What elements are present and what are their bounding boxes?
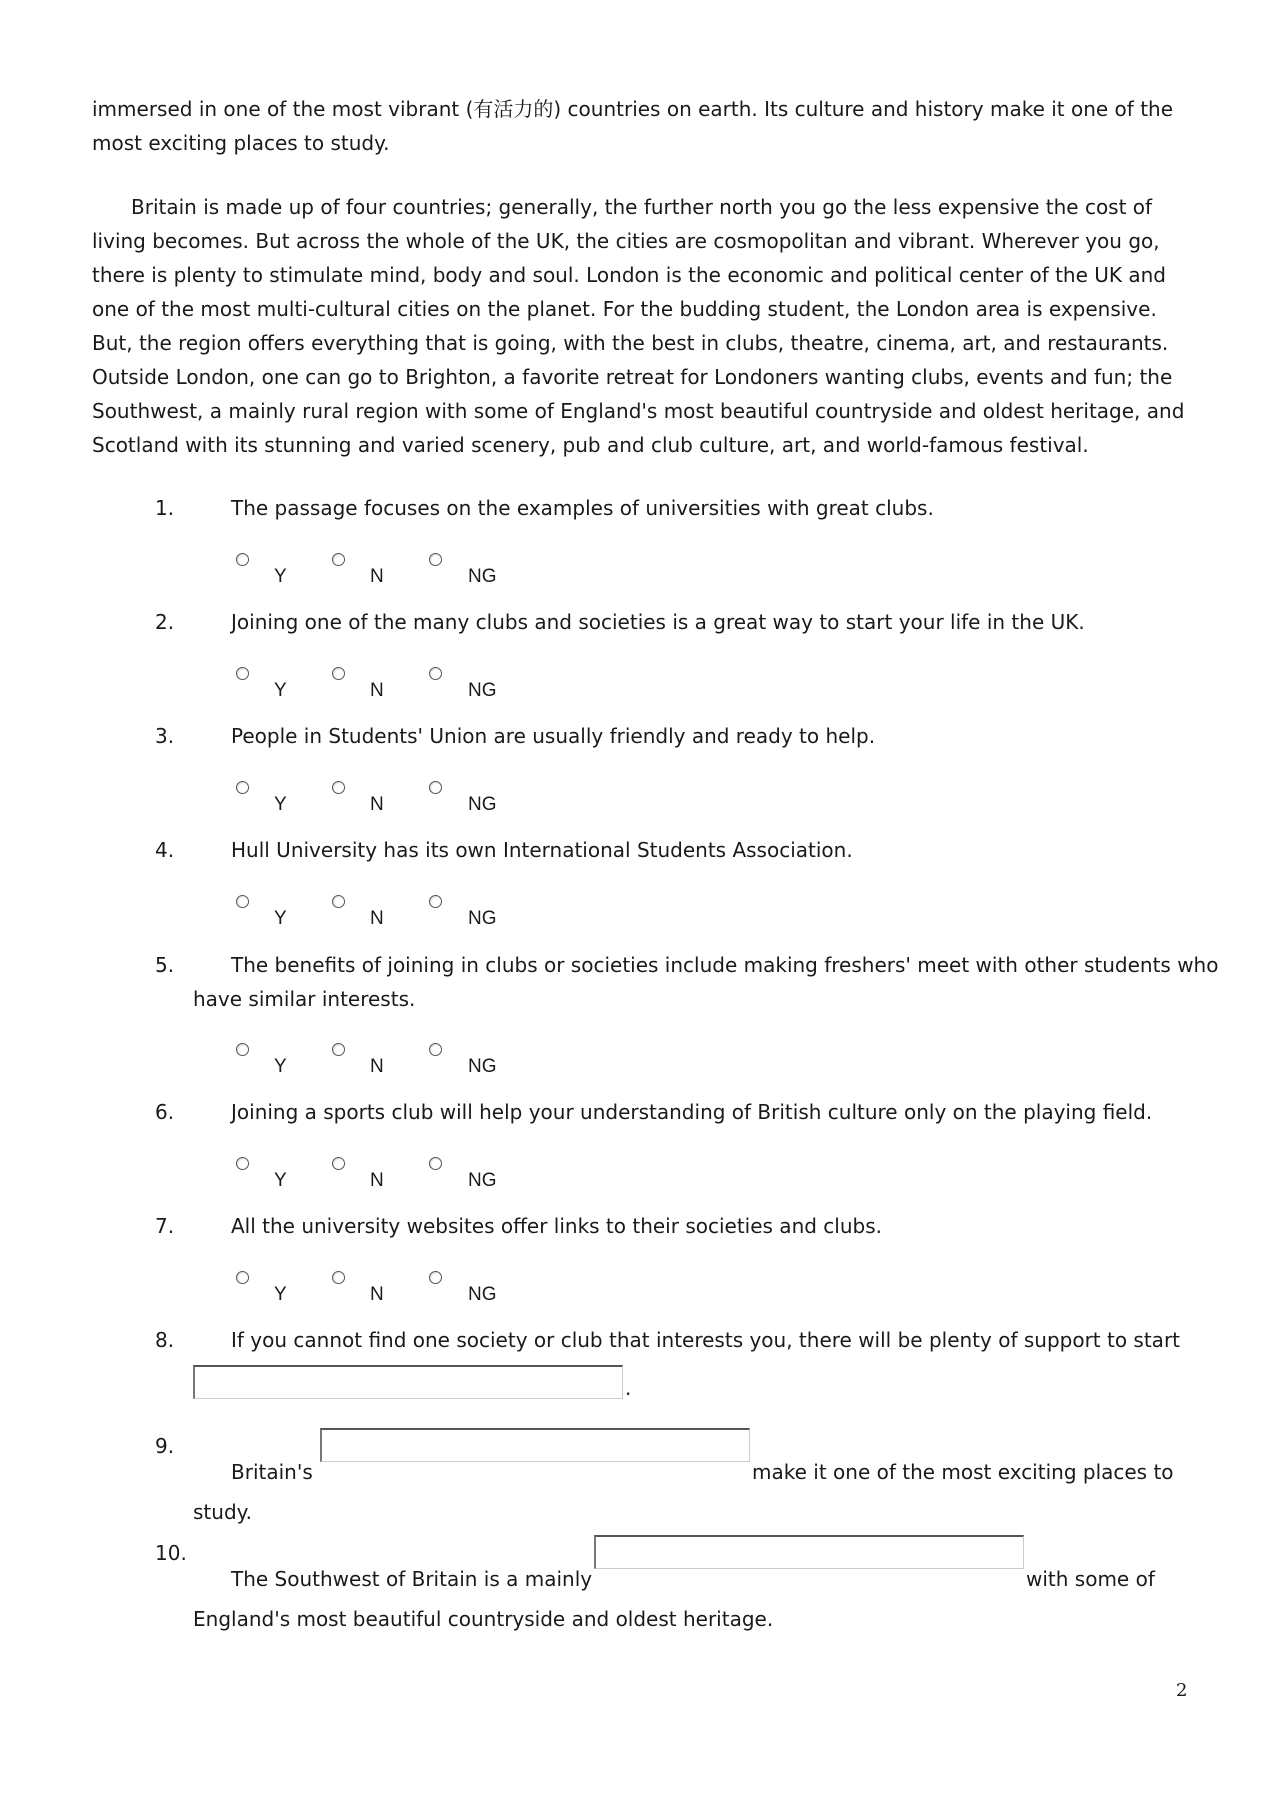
question-number: 9. <box>155 1434 175 1458</box>
radio-ng[interactable] <box>429 1043 442 1056</box>
page-number: 2 <box>1176 1680 1188 1701</box>
radio-ng[interactable] <box>429 781 442 794</box>
radio-y[interactable] <box>236 667 249 680</box>
question-text-continued: study. <box>193 1500 252 1524</box>
question-text: People in Students' Union are usually friendly and ready to help. <box>231 724 876 748</box>
option-label: NG <box>468 1170 497 1191</box>
question-text-before: The Southwest of Britain is a mainly <box>231 1567 593 1591</box>
question-text-after: make it one of the most exciting places to <box>752 1460 1174 1484</box>
question-text: Joining one of the many clubs and societies is a great way to start your life in the UK. <box>231 610 1085 634</box>
question-text: The benefits of joining in clubs or societies include making freshers' meet with other students who <box>231 953 1219 977</box>
question-text: The passage focuses on the examples of universities with great clubs. <box>231 496 934 520</box>
option-label: NG <box>468 908 497 929</box>
question-text: If you cannot find one society or club that interests you, there will be plenty of support to start <box>231 1328 1181 1352</box>
option-label: N <box>370 1056 384 1077</box>
question-number: 1. <box>155 496 175 520</box>
radio-y[interactable] <box>236 1043 249 1056</box>
question-number: 8. <box>155 1328 175 1352</box>
question-number: 5. <box>155 953 175 977</box>
radio-y[interactable] <box>236 1271 249 1284</box>
radio-ng[interactable] <box>429 667 442 680</box>
option-label: Y <box>274 566 287 587</box>
option-label: NG <box>468 1056 497 1077</box>
option-label: N <box>370 908 384 929</box>
question-text-continued: England's most beautiful countryside and oldest heritage. <box>193 1607 774 1631</box>
question-number: 3. <box>155 724 175 748</box>
question-text: All the university websites offer links to their societies and clubs. <box>231 1214 882 1238</box>
radio-n[interactable] <box>332 895 345 908</box>
radio-n[interactable] <box>332 1271 345 1284</box>
answer-field-9[interactable] <box>320 1428 750 1462</box>
option-label: NG <box>468 1284 497 1305</box>
option-label: NG <box>468 566 497 587</box>
option-label: Y <box>274 794 287 815</box>
radio-n[interactable] <box>332 667 345 680</box>
radio-y[interactable] <box>236 895 249 908</box>
option-label: NG <box>468 794 497 815</box>
option-label: Y <box>274 680 287 701</box>
option-label: N <box>370 794 384 815</box>
passage-paragraph-1: immersed in one of the most vibrant (有活力的) countries on earth. Its culture and history make it one of the most exciting places to study. <box>92 97 1174 155</box>
option-label: Y <box>274 1284 287 1305</box>
radio-y[interactable] <box>236 553 249 566</box>
question-text: Joining a sports club will help your understanding of British culture only on the playing field. <box>231 1100 1153 1124</box>
option-label: N <box>370 680 384 701</box>
radio-y[interactable] <box>236 1157 249 1170</box>
radio-ng[interactable] <box>429 1157 442 1170</box>
radio-ng[interactable] <box>429 895 442 908</box>
question-number: 7. <box>155 1214 175 1238</box>
question-text: Hull University has its own International Students Association. <box>231 838 853 862</box>
passage-paragraph-2: Britain is made up of four countries; generally, the further north you go the less expensive the cost of living becomes. But across the whole of the UK, the cities are cosmopolitan and vibrant. Wherever you go, there is plenty to stimulate mind, body and soul. London is the economic and political center of the UK and one of the most multi-cultural cities on the planet. For the budding student, the London area is expensive. But, the region offers everything that is going, with the best in clubs, theatre, cinema, art, and restaurants. Outside London, one can go to Brighton, a favorite retreat for Londoners wanting clubs, events and fun; the Southwest, a mainly rural region with some of England's most beautiful countryside and oldest heritage, and Scotland with its stunning and varied scenery, pub and club culture, art, and world-famous festival. <box>92 195 1185 457</box>
option-label: NG <box>468 680 497 701</box>
option-label: Y <box>274 908 287 929</box>
radio-ng[interactable] <box>429 1271 442 1284</box>
option-label: N <box>370 1284 384 1305</box>
sentence-end: . <box>625 1376 632 1400</box>
option-label: Y <box>274 1056 287 1077</box>
radio-n[interactable] <box>332 553 345 566</box>
radio-ng[interactable] <box>429 553 442 566</box>
question-number: 4. <box>155 838 175 862</box>
question-number: 2. <box>155 610 175 634</box>
question-number: 10. <box>155 1541 187 1565</box>
option-label: Y <box>274 1170 287 1191</box>
answer-field-8[interactable] <box>193 1365 623 1399</box>
option-label: N <box>370 566 384 587</box>
answer-field-10[interactable] <box>594 1535 1024 1569</box>
option-label: N <box>370 1170 384 1191</box>
radio-n[interactable] <box>332 781 345 794</box>
question-text-after: with some of <box>1026 1567 1155 1591</box>
question-text-continued: have similar interests. <box>193 987 416 1011</box>
radio-y[interactable] <box>236 781 249 794</box>
question-text-before: Britain's <box>231 1460 313 1484</box>
radio-n[interactable] <box>332 1157 345 1170</box>
radio-n[interactable] <box>332 1043 345 1056</box>
question-number: 6. <box>155 1100 175 1124</box>
